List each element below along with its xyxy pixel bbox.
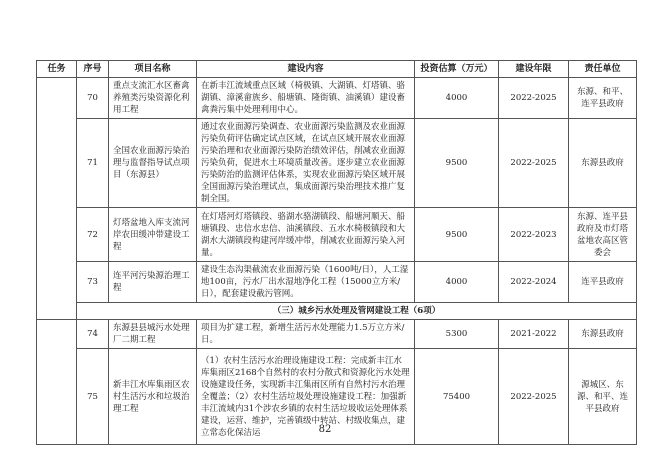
row-seq: 71 [77, 119, 109, 208]
header-seq: 序号 [77, 61, 109, 78]
header-task: 任务 [37, 61, 77, 78]
row-content: 通过农业面源污染调查、农业面源污染监测及农业面源污染负荷评估确定试点区域，在试点区域开展农业面源污染治理和农业面源污染防治绩效评估，削减农业面源污染负荷，促进水土环境质量改善。逐步建立农业面源污染防治的监测评估体系，实现农业面源污染区域开展全国面源污染治理试点，集成面源污染治理技术推广复制全国。 [197, 119, 415, 208]
row-content: 在新丰江流域重点区域（椅极镇、大湖镇、灯塔镇、骆湖镇、漳溪畲族乡、船塘镇、隆街镇、油溪镇）建设畜禽粪污集中处理利用中心。 [197, 78, 415, 119]
row-period: 2021-2022 [499, 320, 569, 349]
row-period: 2022-2025 [499, 119, 569, 208]
row-investment: 4000 [415, 78, 499, 119]
table-row [37, 262, 637, 303]
header-unit: 责任单位 [569, 61, 637, 78]
row-seq: 74 [77, 320, 109, 349]
row-unit: 东源县政府 [569, 119, 637, 208]
table-row [37, 320, 637, 349]
row-name: 灯塔盆地入库支流河岸农田缓冲带建设工程 [109, 208, 197, 262]
row-unit: 源城区、东源、和平、连平县政府 [569, 349, 637, 445]
row-unit: 连平县政府 [569, 262, 637, 303]
row-investment: 9500 [415, 208, 499, 262]
row-name: 新丰江水库集雨区农村生活污水和垃圾治理工程 [109, 349, 197, 445]
row-content: 项目为扩建工程，新增生活污水处理能力1.5万立方米/日。 [197, 320, 415, 349]
row-unit: 东源县政府 [569, 320, 637, 349]
row-content: 建设生态沟渠截流农业面源污染（1600吨/日），人工湿地100亩，污水厂出水湿地净化工程（15000立方米/日），配套建设截污管网。 [197, 262, 415, 303]
row-content: （1）农村生活污水治理设施建设工程：完成新丰江水库集雨区2168个自然村的农村分散式和资源化污水处理设施建设任务，实现新丰江集雨区所有自然村污水治理全覆盖；（2）农村生活垃圾处理设施建设工程：加强新丰江流域内31个涉农乡镇的农村生活垃圾收运处理体系建设，运营、维护，完善镇级中转站、村级收集点，建立常态化保洁运 [197, 349, 415, 445]
row-investment: 9500 [415, 119, 499, 208]
table-header-row [37, 61, 637, 78]
header-content: 建设内容 [197, 61, 415, 78]
row-seq: 73 [77, 262, 109, 303]
row-investment: 4000 [415, 262, 499, 303]
table-row [37, 119, 637, 208]
section-title: （三）城乡污水处理及管网建设工程（6项） [77, 303, 637, 320]
row-seq: 75 [77, 349, 109, 445]
table-row [37, 208, 637, 262]
page-number: 82 [318, 424, 332, 435]
row-name: 连平河污染源治理工程 [109, 262, 197, 303]
row-name: 东源县县城污水处理厂二期工程 [109, 320, 197, 349]
row-investment: 5300 [415, 320, 499, 349]
header-name: 项目名称 [109, 61, 197, 78]
row-name: 全国农业面源污染治理与监督指导试点项目（东源县） [109, 119, 197, 208]
project-table [36, 60, 637, 445]
row-unit: 东源、和平、连平县政府 [569, 78, 637, 119]
row-content: 在灯塔河灯塔镇段、骆湖水骆湖镇段、船塘河顺天、船塘镇段、忠信水忠信、油溪镇段、五水水椅极镇段和大湖水大湖镇段构建河岸缓冲带，削减农业面源污染入河量。 [197, 208, 415, 262]
row-period: 2022-2024 [499, 262, 569, 303]
row-period: 2022-2023 [499, 208, 569, 262]
row-seq: 72 [77, 208, 109, 262]
table-row [37, 78, 637, 119]
row-unit: 东源、连平县政府及市灯塔盆地农高区管委会 [569, 208, 637, 262]
header-investment: 投资估算（万元） [415, 61, 499, 78]
header-period: 建设年限 [499, 61, 569, 78]
row-period: 2022-2025 [499, 349, 569, 445]
row-seq: 70 [77, 78, 109, 119]
section-row [37, 303, 637, 320]
row-period: 2022-2025 [499, 78, 569, 119]
row-investment: 75400 [415, 349, 499, 445]
task-cell [37, 78, 77, 320]
row-name: 重点支流汇水区畜禽养殖类污染资源化利用工程 [109, 78, 197, 119]
